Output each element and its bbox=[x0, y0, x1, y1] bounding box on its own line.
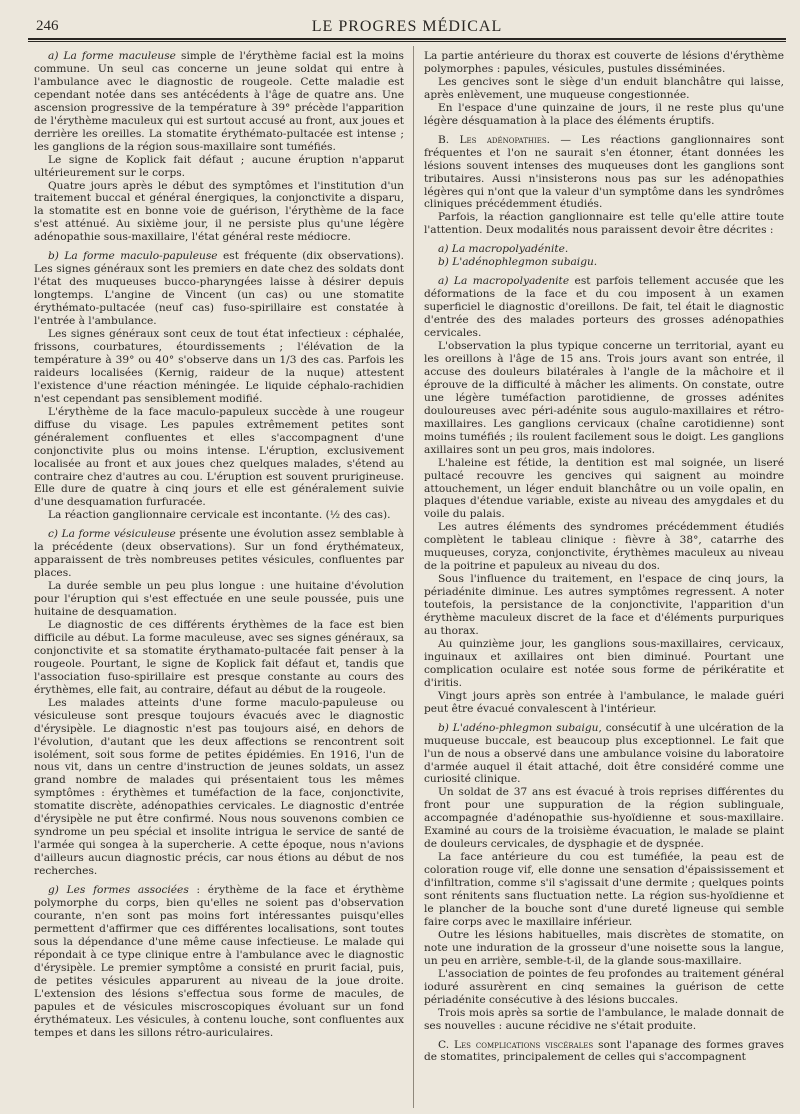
paragraph bbox=[34, 180, 404, 245]
paragraph-text: Trois mois après sa sortie de l'ambulance, le malade donnait de ses nouvelles : aucune récidive ne s'était produite. bbox=[424, 1006, 784, 1032]
paragraph bbox=[424, 340, 784, 457]
list-item bbox=[438, 243, 784, 256]
paragraph bbox=[424, 722, 784, 787]
paragraph-text: est fréquente (dix observations). Les signes généraux sont les premiers en date chez des soldats dont l'état des muqueuses bucco-pharyngées laisse à désirer depuis longtemps. L'angine de Vincent (un cas) ou une stomatite érythémato-pultacée (neuf cas) fuso-spirillaire est constatée à l'entrée à l'ambulance. bbox=[34, 250, 404, 328]
paragraph-lead: b) L'adéno-phlegmon subaigu bbox=[438, 721, 599, 734]
paragraph bbox=[34, 406, 404, 510]
list-item-text: a) La macropolyadénite. bbox=[438, 243, 569, 256]
paragraph-lead: a) La macropolyadenite bbox=[438, 275, 570, 288]
paragraph bbox=[34, 509, 404, 522]
paragraph-lead: a) La forme maculeuse bbox=[48, 50, 176, 62]
paragraph-text: Les signes généraux sont ceux de tout état infectieux : céphalée, frissons, courbatures, étourdissements ; l'élévation de la température à 39° ou 40° s'observe dans un 1/3 des cas. Parfois les raideurs localisées (Kernig, raideur de la nuque) attestent l'existence d'une réaction méningée. Le liquide céphalo-rachidien n'est cependant pas sensiblement modifié. bbox=[34, 328, 404, 405]
paragraph-text: Vingt jours après son entrée à l'ambulance, le malade guéri peut être évacué convalescent à l'intérieur. bbox=[424, 689, 784, 715]
column-divider bbox=[413, 46, 414, 1108]
paragraph-text: Les gencives sont le siège d'un enduit blanchâtre qui laisse, après enlèvement, une muqueuse congestionnée. bbox=[424, 75, 784, 101]
paragraph-text: Le signe de Koplick fait défaut ; aucune éruption n'apparut ultérieurement sur le corps. bbox=[34, 153, 404, 179]
journal-title: LE PROGRES MÉDICAL bbox=[311, 18, 503, 35]
paragraph-text: Les malades atteints d'une forme maculo-papuleuse ou vésiculeuse sont presque toujours évacués avec le diagnostic d'érysipèle. Le diagnostic n'est pas toujours aisé, en dehors de l'évolution, d'autant que les deux affections se rencontrent soit isolément, soit sous forme de petites épidémies. En 1916, l'un de nous vit, dans un centre d'instruction de jeunes soldats, un assez grand nombre de malades qui présentaient tous les mêmes symptômes : érythèmes et tuméfaction de la face, conjonctivite, stomatite discrète, adénopathies cervicales. Le diagnostic d'entrée d'érysipèle ne put être confirmé. Nous nous souvenons combien ce syndrome un peu spécial et insolite intrigua le service de santé de l'armée qui songea à la supercherie. A cette époque, nous n'avions d'ailleurs aucun diagnostic précis, car nous étions au début de nos recherches. bbox=[34, 696, 404, 878]
paragraph-text: Les autres éléments des syndromes précédemment étudiés complètent le tableau clinique : fièvre à 38°, catarrhe des muqueuses, coryza, conjonctivite, érythèmes maculeux au niveau de la poitrine et papuleux au niveau du dos. bbox=[424, 521, 784, 573]
paragraph bbox=[424, 102, 784, 128]
paragraph bbox=[424, 1007, 784, 1033]
paragraph bbox=[34, 580, 404, 619]
paragraph bbox=[424, 521, 784, 573]
paragraph-text: En l'espace d'une quinzaine de jours, il ne reste plus qu'une légère désquamation à la place des éléments éruptifs. bbox=[424, 101, 784, 127]
paragraph-text: Au quinzième jour, les ganglions sous-maxillaires, cervicaux, inguinaux et axillaires ont bien diminué. Pourtant une complication oculaire est notée sous forme de périkératite et d'iritis. bbox=[424, 637, 784, 689]
paragraph bbox=[424, 211, 784, 237]
paragraph bbox=[34, 528, 404, 580]
paragraph-text: , consécutif à une ulcération de la muqueuse buccale, est beaucoup plus exceptionnel. Le fait que l'un de nous a observé dans une ambulance voisine du laboratoire d'armée auquel il était attaché, doit être considéré comme une curiosité clinique. bbox=[424, 721, 784, 786]
paragraph-lead: c) La forme vésiculeuse bbox=[48, 528, 176, 541]
list-item bbox=[438, 256, 784, 269]
paragraph-text: : érythème de la face et érythème polymorphe du corps, bien qu'elles ne soient pas d'observation courante, n'en sont pas moins fort intéressantes puisqu'elles permettent d'affirmer que ces différentes localisations, sont toutes sous la dépendance d'une même cause infectieuse. Le malade qui répondait à ce type clinique entre à l'ambulance avec le diagnostic d'érysipèle. Le premier symptôme a consisté en prurit facial, puis, de petites vésicules apparurent au niveau de la joue droite. L'extension des lésions s'effectua sous forme de macules, de papules et de vésicules miscroscopiques évoluant sur un fond érythémateux. Les vésicules, à contenu louche, sont confluentes aux tempes et dans les sillons rétro-auriculaires. bbox=[34, 884, 404, 1039]
paragraph bbox=[424, 851, 784, 929]
paragraph bbox=[424, 638, 784, 690]
paragraph-text: Quatre jours après le début des symptômes et l'institution d'un traitement buccal et général énergiques, la conjonctivite a disparu, la stomatite est en bonne voie de guérison, l'érythème de la face s'est atténué. Au sixième jour, il ne persiste plus qu'une légère adénopathie sous-maxillaire, l'état général reste médiocre. bbox=[34, 179, 404, 244]
section-heading: B. Les adénopathies. bbox=[438, 133, 551, 146]
section-heading: C. Les complications viscérales bbox=[438, 1038, 594, 1051]
running-header bbox=[28, 14, 786, 38]
paragraph bbox=[34, 328, 404, 406]
paragraph bbox=[34, 50, 404, 154]
paragraph-text: L'observation la plus typique concerne un territorial, ayant eu les oreillons à l'âge de 15 ans. Trois jours avant son entrée, il accuse des douleurs bilatérales à l'angle de la mâchoire et il éprouve de la difficulté à mâcher les aliments. On constate, outre une légère tuméfaction parotidienne, de grosses adénites douloureuses avec péri-adénite sous augulo-maxillaires et rétro-maxillaires. Les ganglions cervicaux (chaîne carotidienne) sont moins tuméfiés ; ils roulent facilement sous le doigt. Les ganglions axillaires sont un peu gros, mais indolores. bbox=[424, 340, 784, 456]
paragraph-text: La partie antérieure du thorax est couverte de lésions d'érythème polymorphes : papules, vésicules, pustules disséminées. bbox=[424, 50, 784, 75]
paragraph bbox=[34, 884, 404, 1039]
paragraph bbox=[34, 250, 404, 328]
paragraph-text: — Les réactions ganglionnaires sont fréquentes et l'on ne saurait s'en étonner, étant données les lésions souvent intenses des muqueuses dont les ganglions sont tributaires. Aussi n'insisterons nous pas sur les adénopathies légères qui n'ont que la valeur d'un symptôme dans les syndrômes cliniques précédemment étudiés. bbox=[424, 133, 784, 211]
paragraph-text: L'érythème de la face maculo-papuleux succède à une rougeur diffuse du visage. Les papules extrêmement petites sont généralement confluentes et elles s'accompagnent d'une conjonctivite plus ou moins intense. L'éruption, exclusivement localisée au front et aux joues chez quelques malades, s'étend au contraire chez d'autres au cou. L'éruption est souvent prurigineuse. Elle dure de quatre à cinq jours et elle est généralement suivie d'une desquamation furfuracée. bbox=[34, 405, 404, 509]
paragraph bbox=[424, 134, 784, 212]
paragraph-lead: b) La forme maculo-papuleuse bbox=[48, 250, 218, 263]
paragraph bbox=[424, 275, 784, 340]
paragraph-text: Parfois, la réaction ganglionnaire est telle qu'elle attire toute l'attention. Deux modalités nous paraissent devoir être décrites : bbox=[424, 211, 784, 237]
paragraph-text: Le diagnostic de ces différents érythèmes de la face est bien difficile au début. La forme maculeuse, avec ses signes généraux, sa conjonctivite et sa stomatite érythamato-pultacée fait penser à la rougeole. Pourtant, le signe de Koplick fait défaut et, tandis que l'association fuso-spirillaire est presque constante au cours des érythèmes, elle fait, au contraire, défaut au début de la rougeole. bbox=[34, 618, 404, 696]
paragraph-text: Sous l'influence du traitement, en l'espace de cinq jours, la périadénite diminue. Les autres symptômes regressent. A noter toutefois, la persistance de la conjonctivite, l'apparition d'un érythème maculeux discret de la face et d'éléments purpuriques au thorax. bbox=[424, 573, 784, 637]
paragraph bbox=[34, 154, 404, 180]
left-column bbox=[34, 50, 404, 1106]
paragraph bbox=[424, 968, 784, 1007]
paragraph bbox=[424, 573, 784, 638]
paragraph-text: L'haleine est fétide, la dentition est mal soignée, un liseré pultacé recouvre les gencives qui saignent au moindre attouchement, un léger enduit blanchâtre ou un voile opalin, en plaques d'étendue variable, existe au niveau des amygdales et du voile du palais. bbox=[424, 456, 784, 521]
paragraph-text: sont l'apanage des formes graves de stomatites, principalement de celles qui s'accompagnent bbox=[424, 1038, 784, 1064]
paragraph-text: La réaction ganglionnaire cervicale est incontante. (½ des cas). bbox=[48, 509, 391, 522]
paragraph bbox=[424, 786, 784, 851]
right-column bbox=[424, 50, 784, 1106]
paragraph bbox=[424, 76, 784, 102]
paragraph bbox=[424, 50, 784, 76]
paragraph-text: La durée semble un peu plus longue : une huitaine d'évolution pour l'éruption qui s'est effectuée en une seule poussée, puis une huitaine de desquamation. bbox=[34, 580, 404, 619]
paragraph bbox=[34, 697, 404, 878]
paragraph-text: Un soldat de 37 ans est évacué à trois reprises différentes du front pour une suppuration de la région sublinguale, accompagnée d'adénopathie sus-hyoïdienne et sous-maxillaire. Examiné au cours de la troisième évacuation, le malade se plaint de douleurs cervicales, de dysphagie et de dyspnée. bbox=[424, 786, 784, 851]
page-number: 246 bbox=[36, 18, 59, 34]
paragraph bbox=[424, 457, 784, 522]
paragraph-text: est parfois tellement accusée que les déformations de la face et du cou imposent à un examen superficiel le diagnostic d'oreillons. De fait, tel était le diagnostic d'entrée des des malades porteurs des grosses adénopathies cervicales. bbox=[424, 275, 784, 340]
list-item-text: b) L'adénophlegmon subaigu. bbox=[438, 256, 598, 269]
paragraph-text: Outre les lésions habituelles, mais discrètes de stomatite, on note une induration de la grosseur d'une noisette sous la langue, un peu en arrière, semble-t-il, de la glande sous-maxillaire. bbox=[424, 928, 784, 967]
header-rule-thin bbox=[28, 41, 786, 42]
paragraph bbox=[424, 690, 784, 716]
header-rule bbox=[28, 38, 786, 40]
paragraph-lead: g) Les formes associées bbox=[48, 884, 189, 897]
paragraph-text: La face antérieure du cou est tuméfiée, la peau est de coloration rouge vif, elle donne une sensation d'épaississement et d'infiltration, comme s'il s'agissait d'une dermite ; quelques points sont rénitents sans fluctuation nette. La région sus-hyoïdienne et le plancher de la bouche sont d'une dureté ligneuse qui semble faire corps avec le maxillaire inférieur. bbox=[424, 851, 784, 928]
paragraph bbox=[34, 619, 404, 697]
paragraph-text: présente une évolution assez semblable à la précédente (deux observations). Sur un fond érythémateux, apparaissent de très nombreuses petites vésicules, confluentes par places. bbox=[34, 528, 404, 580]
paragraph-text: L'association de pointes de feu profondes au traitement général ioduré assurèrent en cinq semaines la guérison de cette périadénite consécutive à des lésions buccales. bbox=[424, 967, 784, 1006]
paragraph bbox=[424, 929, 784, 968]
paragraph bbox=[424, 1039, 784, 1065]
paragraph-text: simple de l'érythème facial est la moins commune. Un seul cas concerne un jeune soldat qui entre à l'ambulance avec le diagnostic de rougeole. Cette maladie est cependant notée dans ses antécédents à l'âge de quatre ans. Une ascension progressive de la température à 39° précède l'apparition de l'érythème maculeux qui est surtout accusé au front, aux joues et derrière les oreilles. La stomatite érythémato-pultacée est intense ; les ganglions de la région sous-maxillaire sont tuméfiés. bbox=[34, 50, 404, 153]
